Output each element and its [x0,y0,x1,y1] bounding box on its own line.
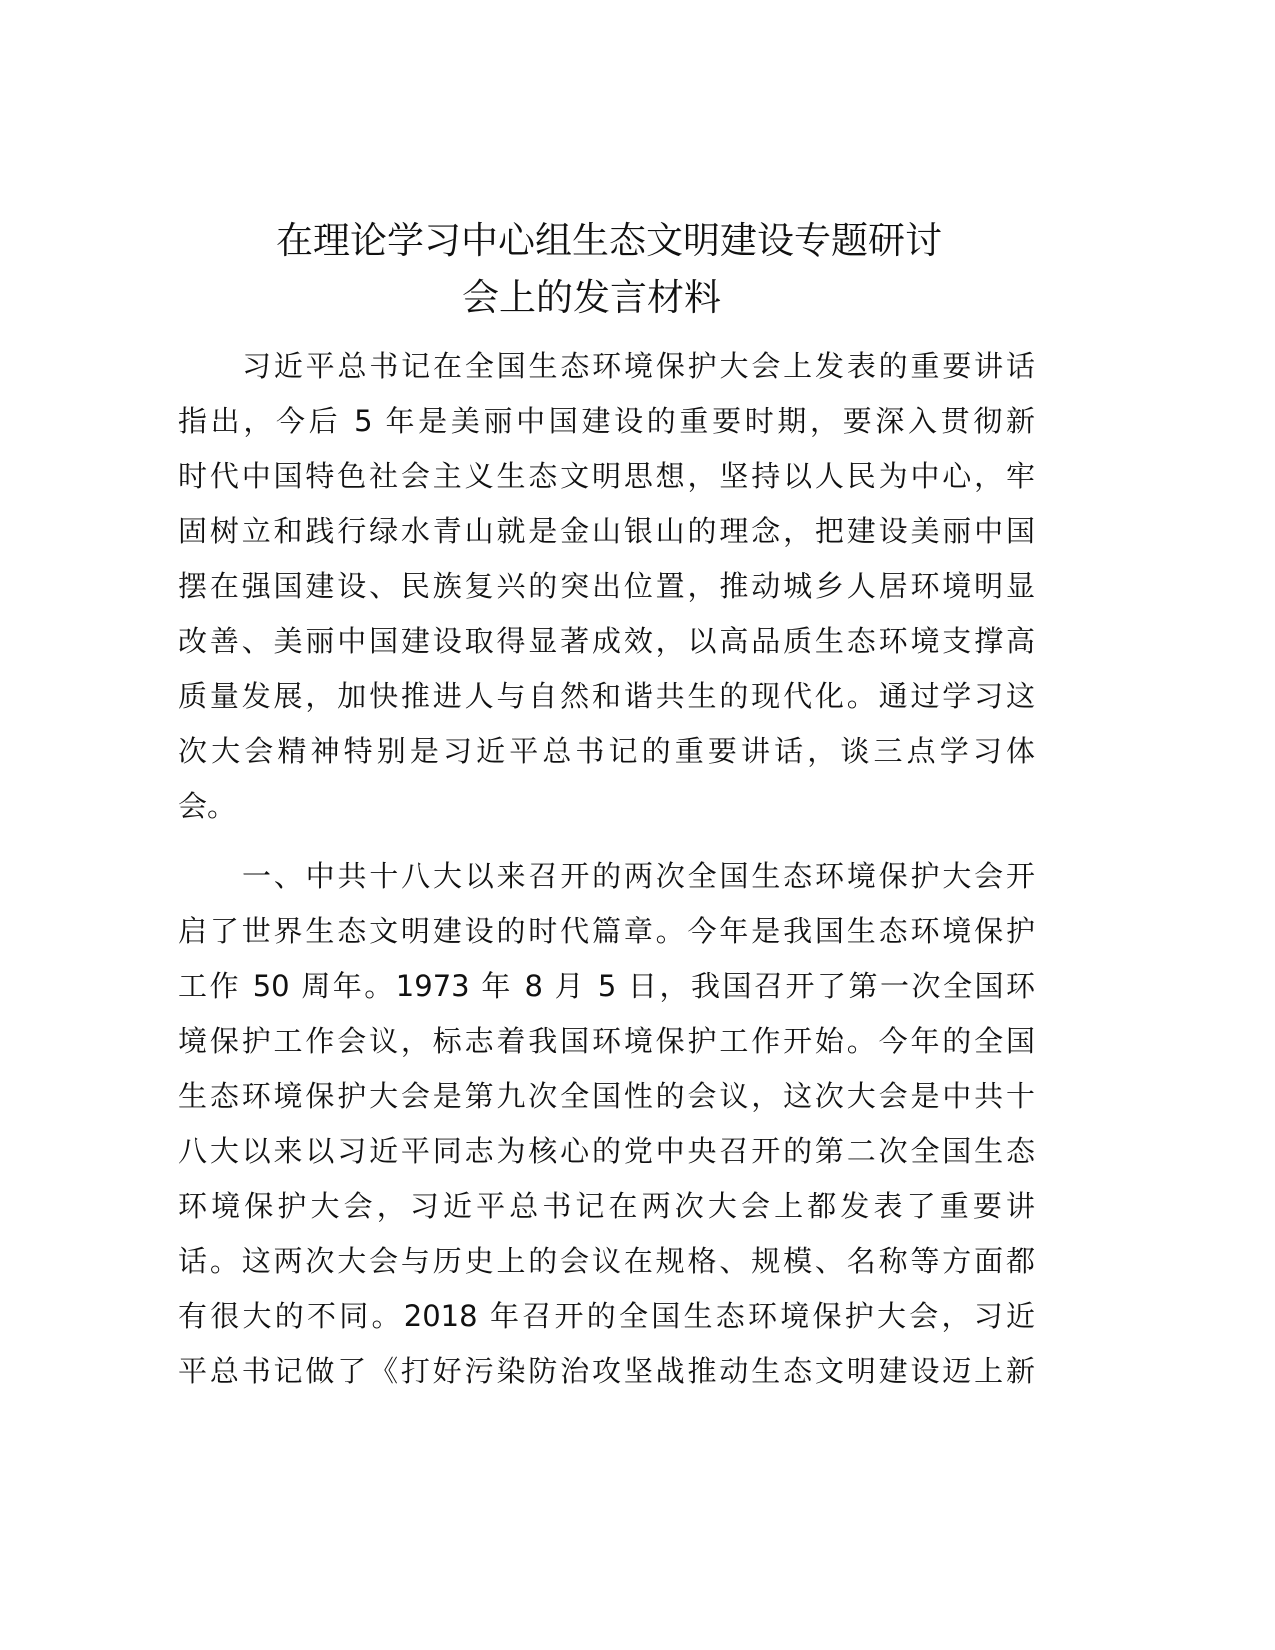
paragraph-line: 会。 [178,789,237,823]
paragraph-line: 八大以来以习近平同志为核心的党中央召开的第二次全国生态 [178,1134,1035,1168]
paragraph-line: 环境保护大会，习近平总书记在两次大会上都发表了重要讲 [178,1189,1035,1223]
paragraph-line: 时代中国特色社会主义生态文明思想，坚持以人民为中心，牢 [178,459,1035,493]
paragraph-line: 境保护工作会议，标志着我国环境保护工作开始。今年的全国 [178,1024,1035,1058]
paragraph-line: 习近平总书记在全国生态环境保护大会上发表的重要讲话 [242,349,1035,383]
paragraph-line: 摆在强国建设、民族复兴的突出位置，推动城乡人居环境明显 [178,569,1035,603]
paragraph-line: 质量发展，加快推进人与自然和谐共生的现代化。通过学习这 [178,679,1035,713]
paragraph-line: 话。这两次大会与历史上的会议在规格、规模、名称等方面都 [178,1244,1035,1278]
paragraph-line: 平总书记做了《打好污染防治攻坚战推动生态文明建设迈上新 [178,1354,1035,1388]
paragraph-line: 有很大的不同。2018 年召开的全国生态环境保护大会，习近 [178,1299,1035,1333]
paragraph-line: 改善、美丽中国建设取得显著成效，以高品质生态环境支撑高 [178,624,1035,658]
paragraph-line: 次大会精神特别是习近平总书记的重要讲话，谈三点学习体 [178,734,1035,768]
paragraph-line: 固树立和践行绿水青山就是金山银山的理念，把建设美丽中国 [178,514,1035,548]
document-title-line-2: 会上的发言材料 [462,276,721,319]
paragraph-2 [178,849,1035,1399]
document-title-line-1: 在理论学习中心组生态文明建设专题研讨 [276,219,942,262]
paragraph-1 [178,339,1035,834]
paragraph-line: 生态环境保护大会是第九次全国性的会议，这次大会是中共十 [178,1079,1035,1113]
paragraph-line: 启了世界生态文明建设的时代篇章。今年是我国生态环境保护 [178,914,1035,948]
paragraph-line: 工作 50 周年。1973 年 8 月 5 日，我国召开了第一次全国环 [178,969,1035,1003]
paragraph-line: 指出，今后 5 年是美丽中国建设的重要时期，要深入贯彻新 [178,404,1035,438]
paragraph-line: 一、中共十八大以来召开的两次全国生态环境保护大会开 [242,859,1035,893]
